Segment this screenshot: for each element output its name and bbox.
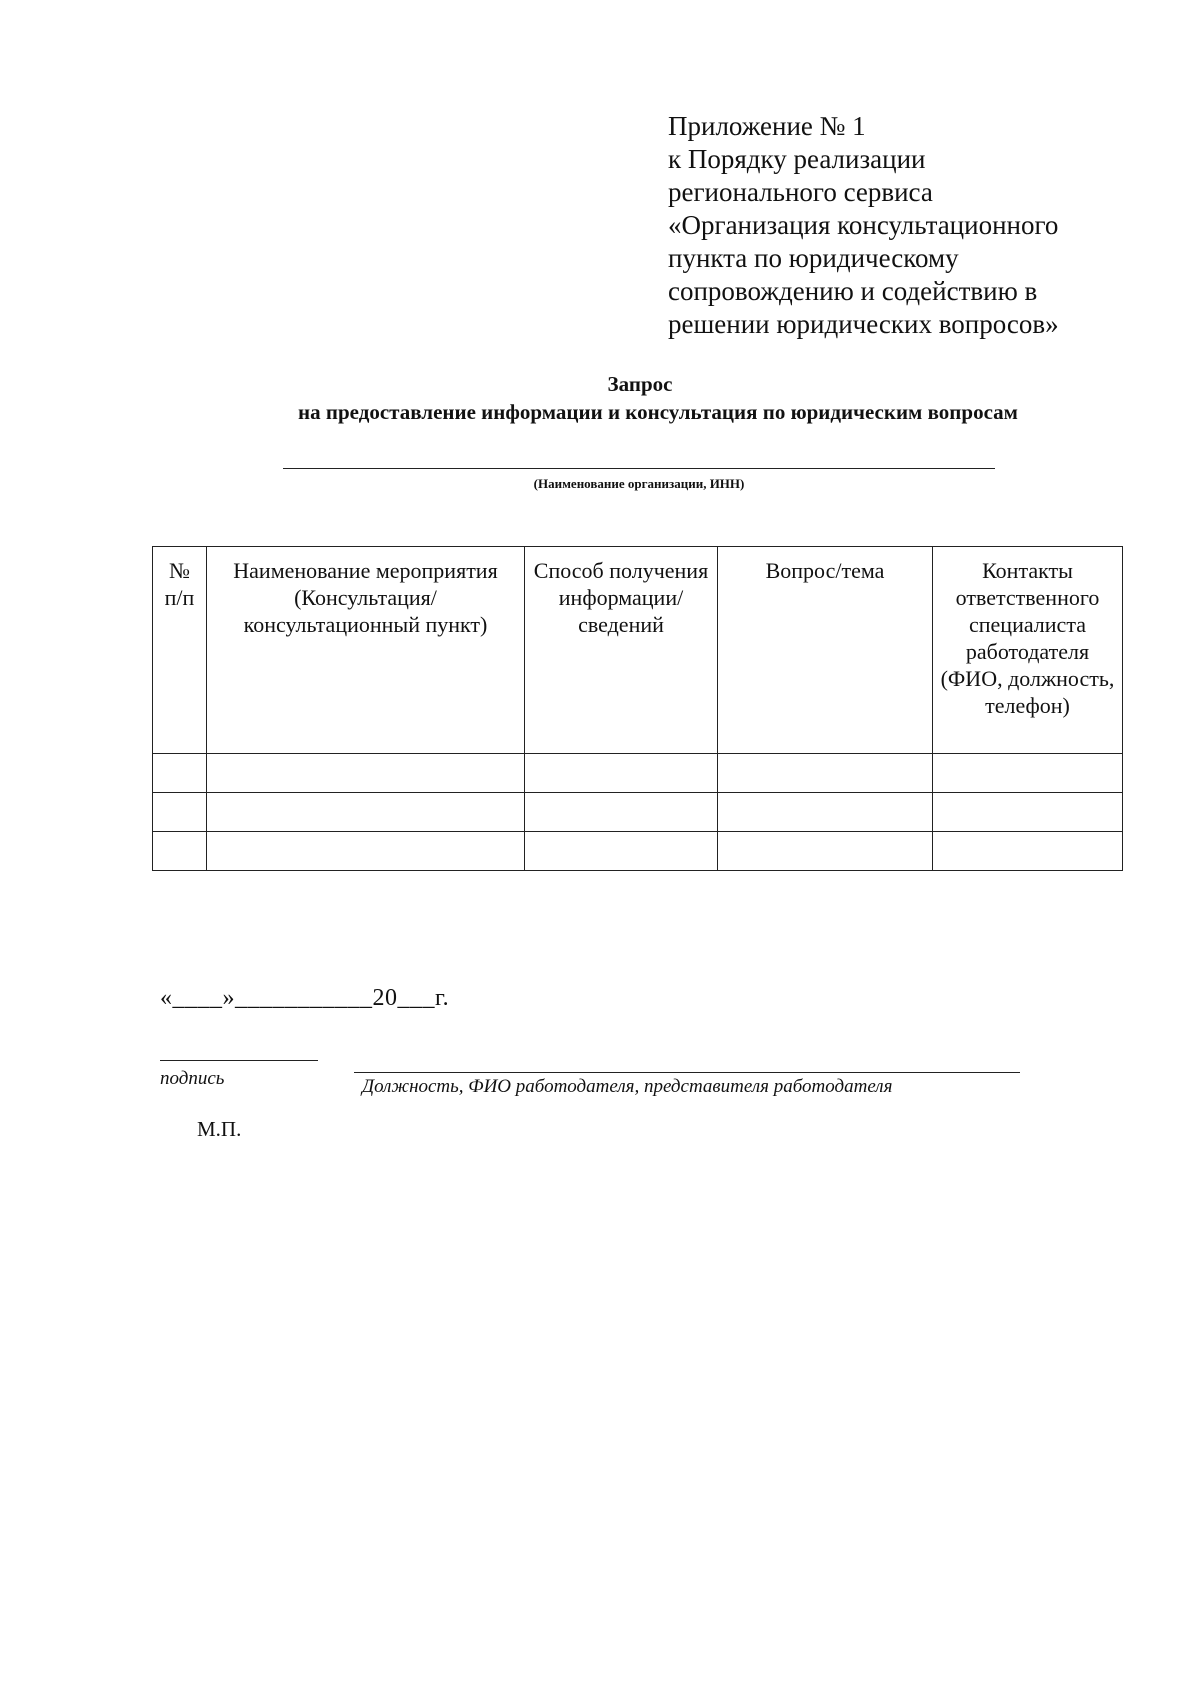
table-cell[interactable] — [525, 754, 718, 793]
table-cell[interactable] — [933, 793, 1123, 832]
header-question-topic: Вопрос/тема — [718, 547, 933, 754]
request-table — [152, 546, 1123, 871]
header-event-name: Наименование мероприятия (Консультация/консультационный пункт) — [207, 547, 525, 754]
position-name-caption: Должность, ФИО работодателя, представителя работодателя — [362, 1076, 893, 1097]
signature-line[interactable] — [160, 1060, 318, 1061]
appendix-line: пункта по юридическому — [668, 243, 959, 273]
appendix-block — [668, 110, 1138, 341]
table-cell[interactable] — [153, 832, 207, 871]
position-name-line[interactable] — [354, 1072, 1020, 1073]
appendix-line: сопровождению и содействию в — [668, 276, 1038, 306]
table-cell[interactable] — [718, 754, 933, 793]
table-cell[interactable] — [207, 832, 525, 871]
date-field[interactable]: «____»___________20___г. — [160, 985, 450, 1011]
table-cell[interactable] — [207, 754, 525, 793]
table-cell[interactable] — [718, 832, 933, 871]
appendix-line: Приложение № 1 — [668, 111, 866, 141]
table-cell[interactable] — [525, 832, 718, 871]
table-row — [153, 832, 1123, 871]
header-contacts: Контакты ответственного специалиста работодателя (ФИО, должность, телефон) — [933, 547, 1123, 754]
appendix-line: к Порядку реализации — [668, 144, 926, 174]
stamp-label: М.П. — [197, 1117, 242, 1141]
table-cell[interactable] — [207, 793, 525, 832]
table-row — [153, 793, 1123, 832]
document-subtitle: на предоставление информации и консультация по юридическим вопросам — [298, 400, 1018, 424]
table-cell[interactable] — [153, 793, 207, 832]
appendix-line: «Организация консультационного — [668, 210, 1059, 240]
organization-field-caption: (Наименование организации, ИНН) — [533, 476, 745, 491]
header-number: № п/п — [153, 547, 207, 754]
table-row — [153, 754, 1123, 793]
appendix-line: регионального сервиса — [668, 177, 933, 207]
table-cell[interactable] — [525, 793, 718, 832]
appendix-line: решении юридических вопросов» — [668, 309, 1059, 339]
table-cell[interactable] — [933, 754, 1123, 793]
header-info-method: Способ получения информации/ сведений — [525, 547, 718, 754]
table-cell[interactable] — [718, 793, 933, 832]
organization-field-line[interactable] — [283, 468, 995, 469]
table-header-row — [153, 547, 1123, 754]
signature-caption: подпись — [160, 1068, 225, 1089]
table-cell[interactable] — [933, 832, 1123, 871]
table-cell[interactable] — [153, 754, 207, 793]
document-title: Запрос — [607, 372, 673, 396]
